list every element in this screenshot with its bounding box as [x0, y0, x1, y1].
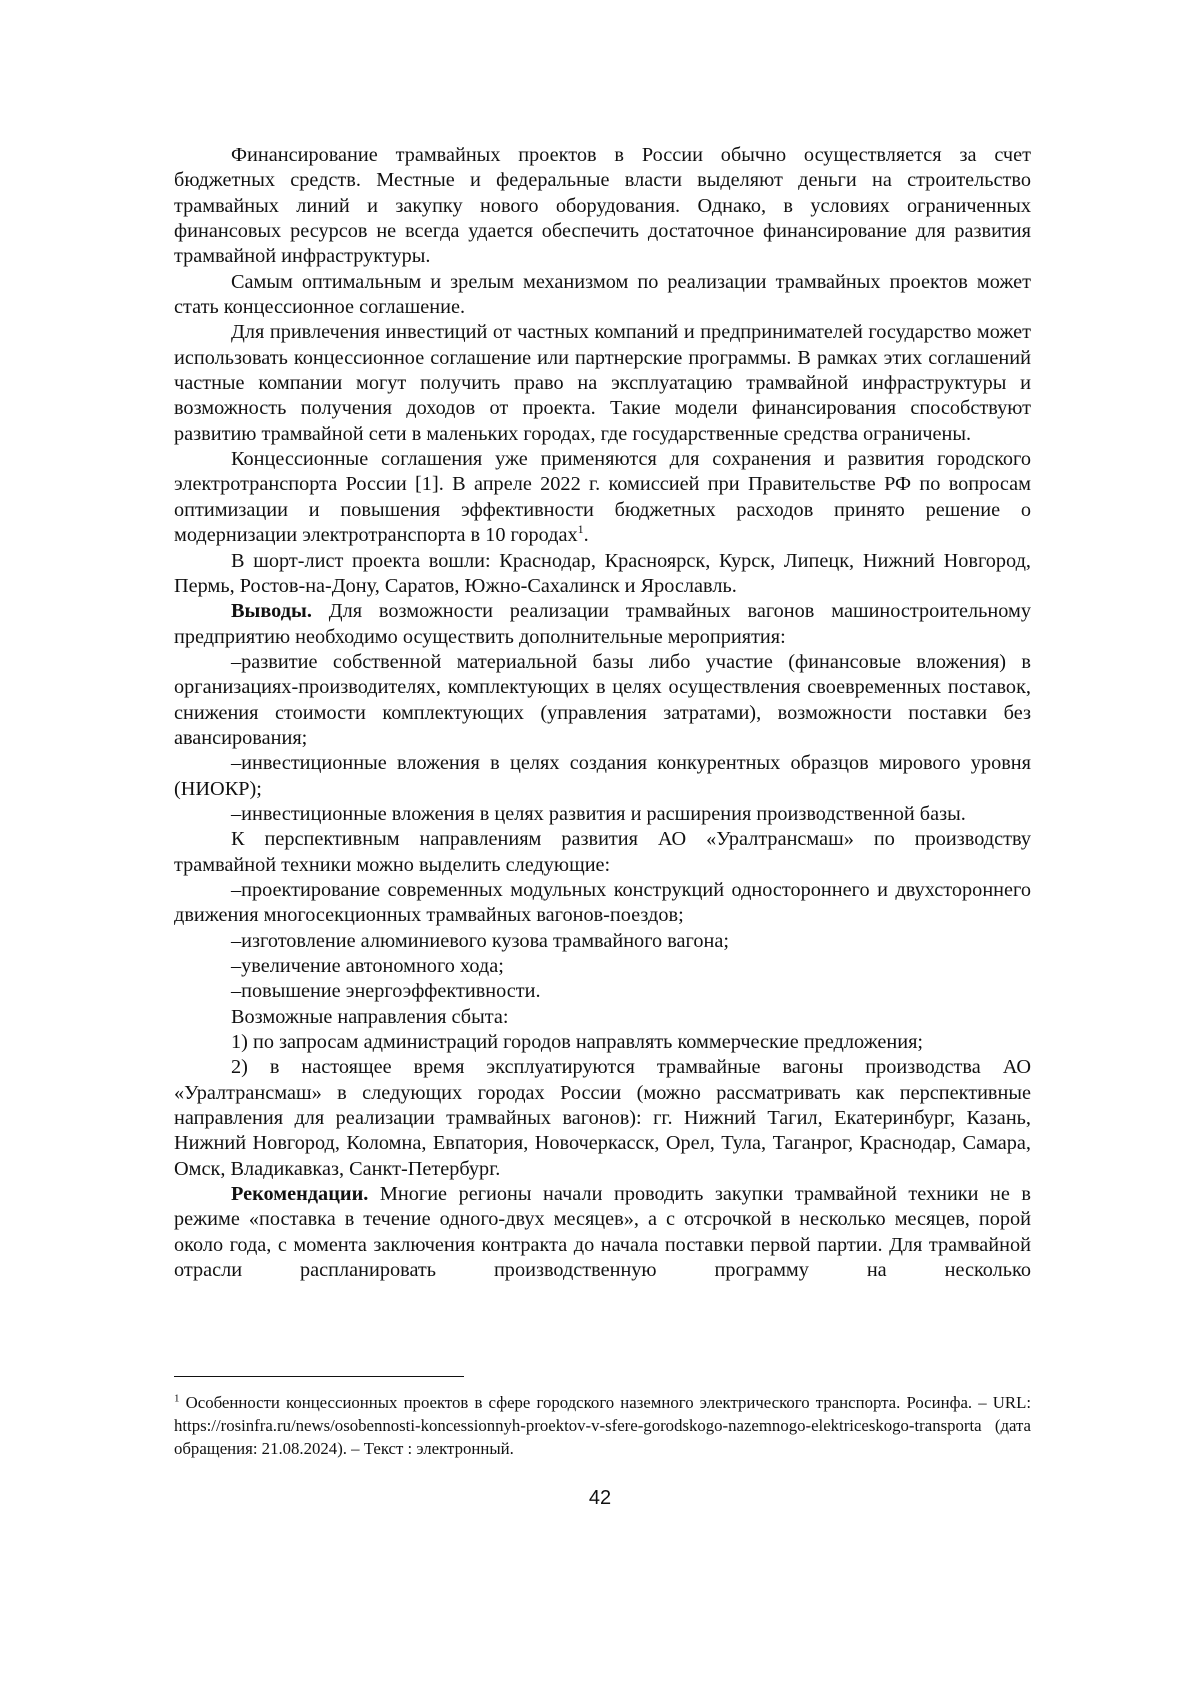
conclusions-text: Для возможности реализации трамвайных вагонов машиностроительному предприятию необходимо осуществить дополнительные мероприятия:	[174, 600, 1031, 648]
paragraph-conclusions	[174, 599, 1031, 650]
recommendations-heading: Рекомендации.	[231, 1183, 369, 1206]
footnote-text: Особенности концессионных проектов в сфере городского наземного электрического транспорта. Росинфа. – URL: https://rosinfra.ru/news/osobennosti-koncessionnyh-proektov-v-sfere-gorodskogo-nazemnogo-elektriceskogo-transporta (дата обращения: 21.08.2024). – Текст : электронный.	[174, 1393, 1031, 1458]
sales-item: 1) по запросам администраций городов направлять коммерческие предложения;	[231, 1031, 924, 1054]
paragraph-recommendations	[174, 1182, 1031, 1283]
conclusions-heading: Выводы.	[231, 600, 312, 623]
sales-item: 2) в настоящее время эксплуатируются трамвайные вагоны производства АО «Уралтрансмаш» в следующих городах России (можно рассматривать как перспективные направления для реализации трамвайных вагонов): гг. Нижний Тагил, Екатеринбург, Казань, Нижний Новгород, Коломна, Евпатория, Новочеркасск, Орел, Тула, Таганрог, Краснодар, Самара, Омск, Владикавказ, Санкт-Петербург.	[174, 1056, 1031, 1180]
perspective-item: –проектирование современных модульных конструкций одностороннего и двухстороннего движения многосекционных трамвайных вагонов-поездов;	[174, 878, 1031, 927]
perspective-item: –изготовление алюминиевого кузова трамвайного вагона;	[231, 929, 729, 952]
paragraph-private-investment: Для привлечения инвестиций от частных компаний и предпринимателей государство может использовать концессионное соглашение или партнерские программы. В рамках этих соглашений частные компании могут получить право на эксплуатацию трамвайной инфраструктуры и возможность получения доходов от проекта. Такие модели финансирования способствуют развитию трамвайной сети в маленьких городах, где государственные средства ограничены.	[174, 321, 1031, 445]
footnote-separator	[174, 1376, 464, 1377]
page-number: 42	[588, 1487, 612, 1509]
footnote-marker: 1	[174, 1392, 180, 1405]
paragraph-concession-mechanism: Самым оптимальным и зрелым механизмом по реализации трамвайных проектов может стать концессионное соглашение.	[174, 270, 1031, 319]
conclusion-item: –развитие собственной материальной базы либо участие (финансовые вложения) в организациях-производителях, комплектующих в целях осуществления своевременных поставок, снижения стоимости комплектующих (управления затратами), возможности поставки без авансирования;	[174, 650, 1031, 749]
paragraph-concession-agreements-text: Концессионные соглашения уже применяются для сохранения и развития городского электротранспорта России [1]. В апреле 2022 г. комиссией при Правительстве РФ по вопросам оптимизации и повышения эффективности бюджетных расходов принято решение о модернизации электротранспорта в 10 городах	[174, 448, 1031, 547]
paragraph-perspectives-intro: К перспективным направлениям развития АО «Уралтрансмаш» по производству трамвайной техники можно выделить следующие:	[174, 828, 1031, 876]
paragraph-shortlist: В шорт-лист проекта вошли: Краснодар, Красноярск, Курск, Липецк, Нижний Новгород, Пермь, Ростов-на-Дону, Саратов, Южно-Сахалинск и Ярославль.	[174, 549, 1031, 597]
footnote-reference[interactable]: 1	[577, 522, 584, 537]
footnote	[174, 1391, 1031, 1460]
perspective-item: –повышение энергоэффективности.	[231, 980, 541, 1003]
body-text	[174, 143, 1031, 1283]
paragraph-concession-agreements: Концессионные соглашения уже применяются для сохранения и развития городского электротранспорта России [1]. В апреле 2022 г. комиссией при Правительстве РФ по вопросам оптимизации и повышения эффективности бюджетных расходов принято решение о модернизации электротранспорта в 10 городах$^1$.	[174, 448, 1031, 547]
conclusion-item: –инвестиционные вложения в целях развития и расширения производственной базы.	[231, 802, 966, 825]
perspective-item: –увеличение автономного хода;	[231, 955, 504, 977]
paragraph-sales-intro: Возможные направления сбыта:	[231, 1005, 509, 1028]
recommendations-text: Многие регионы начали проводить закупки трамвайной техники не в режиме «поставка в течение одного-двух месяцев», а с отсрочкой в несколько месяцев, порой около года, с момента заключения контракта до начала поставки первой партии. Для трамвайной отрасли распланировать производственную программу на несколько	[174, 1183, 1031, 1282]
conclusion-item: –инвестиционные вложения в целях создания конкурентных образцов мирового уровня (НИОКР);	[174, 752, 1031, 800]
paragraph-financing: Финансирование трамвайных проектов в России обычно осуществляется за счет бюджетных средств. Местные и федеральные власти выделяют деньги на строительство трамвайных линий и закупку нового оборудования. Однако, в условиях ограниченных финансовых ресурсов не всегда удается обеспечить достаточное финансирование для развития трамвайной инфраструктуры.	[174, 144, 1031, 268]
